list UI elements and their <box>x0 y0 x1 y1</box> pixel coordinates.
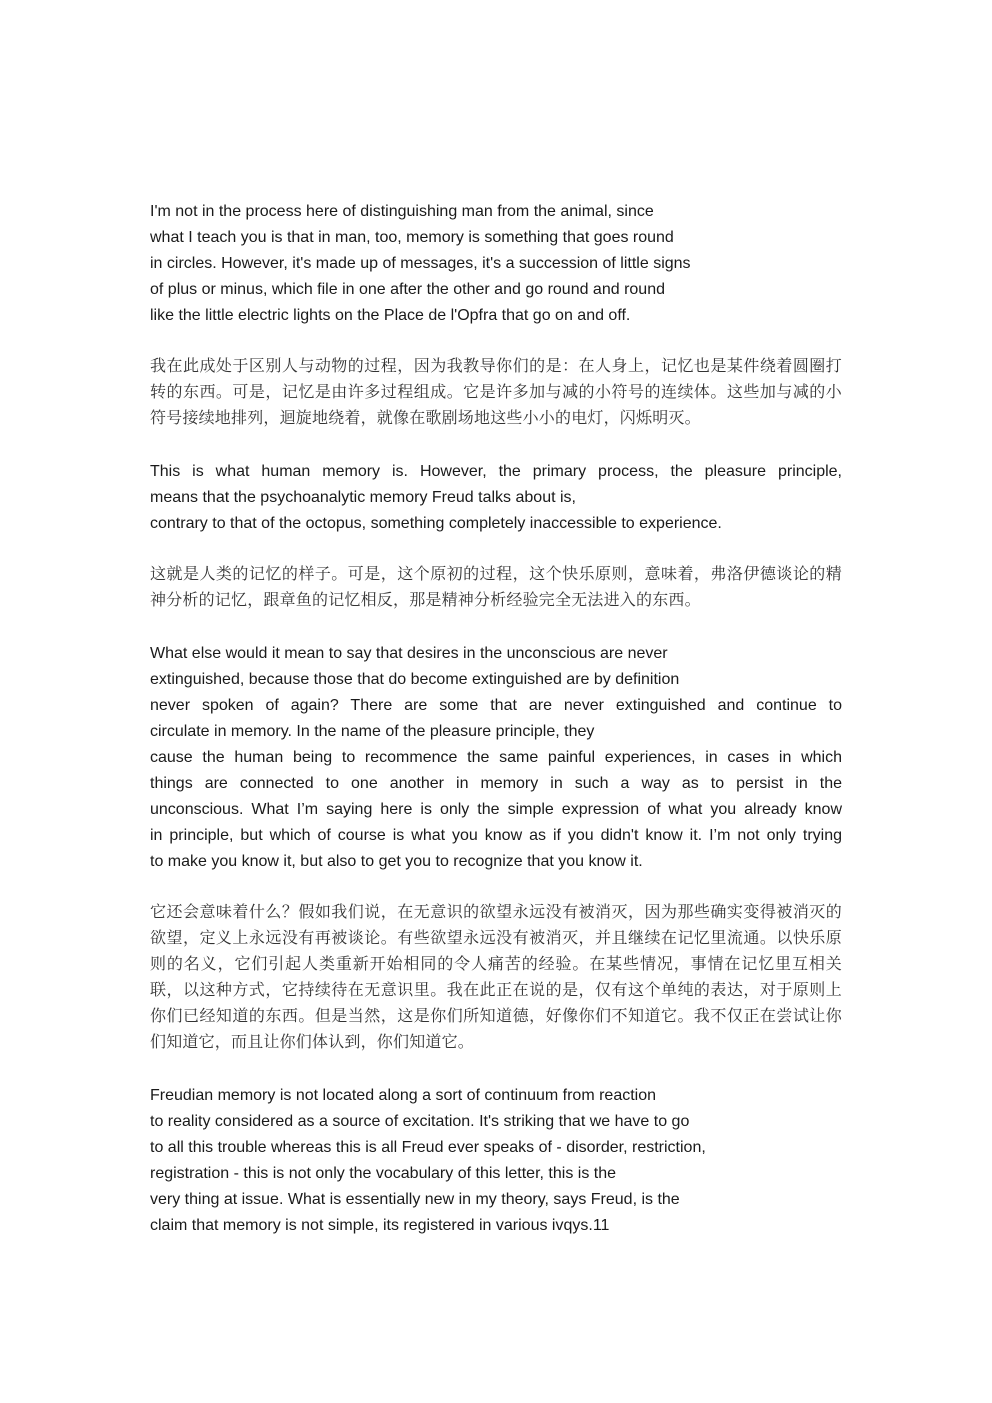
text-line: I'm not in the process here of distinguishing man from the animal, since <box>150 203 654 220</box>
chinese-paragraph: 这就是人类的记忆的样子。可是，这个原初的过程，这个快乐原则，意味着，弗洛伊德谈论的精神分析的记忆，跟章鱼的记忆相反，那是精神分析经验完全无法进入的东西。 <box>150 564 842 609</box>
text-line: Freudian memory is not located along a sort of continuum from reaction <box>150 1087 657 1104</box>
text-line: in principle, but which of course is what you know as if you didn't know it. I’m not only trying <box>150 827 842 844</box>
english-paragraph <box>150 641 842 875</box>
text-line: cause the human being to recommence the same painful experiences, in cases in which <box>150 749 842 766</box>
text-line: contrary to that of the octopus, something completely inaccessible to experience. <box>150 515 722 532</box>
text-line: like the little electric lights on the Place de l'Opfra that go on and off. <box>150 307 631 324</box>
text-line: things are connected to one another in memory in such a way as to persist in the <box>150 775 842 792</box>
chinese-paragraph: 我在此成处于区别人与动物的过程，因为我教导你们的是：在人身上，记忆也是某件绕着圆圈打转的东西。可是，记忆是由许多过程组成。它是许多加与减的小符号的连续体。这些加与减的小符号接续地排列，迴旋地绕着，就像在歌剧场地这些小小的电灯，闪烁明灭。 <box>150 356 842 427</box>
text-line: means that the psychoanalytic memory Freud talks about is, <box>150 489 576 506</box>
text-line: This is what human memory is. However, the primary process, the pleasure principle, <box>150 463 842 480</box>
text-line: claim that memory is not simple, its registered in various ivqys.11 <box>150 1217 610 1234</box>
text-line: What else would it mean to say that desires in the unconscious are never <box>150 645 668 662</box>
text-line: what I teach you is that in man, too, memory is something that goes round <box>150 229 674 246</box>
text-line: registration - this is not only the vocabulary of this letter, this is the <box>150 1165 616 1182</box>
chinese-paragraph: 它还会意味着什么？假如我们说，在无意识的欲望永远没有被消灭，因为那些确实变得被消灭的欲望，定义上永远没有再被谈论。有些欲望永远没有被消灭，并且继续在记忆里流通。以快乐原则的名义，它们引起人类重新开始相同的令人痛苦的经验。在某些情况，事情在记忆里互相关联，以这种方式，它持续待在无意识里。我在此正在说的是，仅有这个单纯的表达，对于原则上你们已经知道的东西。但是当然，这是你们所知道德，好像你们不知道它。我不仅正在尝试让你们知道它，而且让你们体认到，你们知道它。 <box>150 902 842 1051</box>
text-line: of plus or minus, which file in one after the other and go round and round <box>150 281 665 298</box>
text-line: very thing at issue. What is essentially new in my theory, says Freud, is the <box>150 1191 680 1208</box>
english-paragraph <box>150 1083 842 1239</box>
text-line: extinguished, because those that do become extinguished are by definition <box>150 671 680 688</box>
text-line: in circles. However, it's made up of messages, it's a succession of little signs <box>150 255 691 272</box>
text-line: unconscious. What I’m saying here is only the simple expression of what you already know <box>150 801 842 818</box>
text-line: to reality considered as a source of excitation. It's striking that we have to go <box>150 1113 690 1130</box>
text-line: circulate in memory. In the name of the pleasure principle, they <box>150 723 595 740</box>
english-paragraph <box>150 459 842 537</box>
text-line: to make you know it, but also to get you to recognize that you know it. <box>150 853 643 870</box>
english-paragraph <box>150 199 842 329</box>
document-page <box>150 199 842 1239</box>
text-line: never spoken of again? There are some that are never extinguished and continue to <box>150 697 842 714</box>
text-line: to all this trouble whereas this is all Freud ever speaks of - disorder, restriction, <box>150 1139 706 1156</box>
